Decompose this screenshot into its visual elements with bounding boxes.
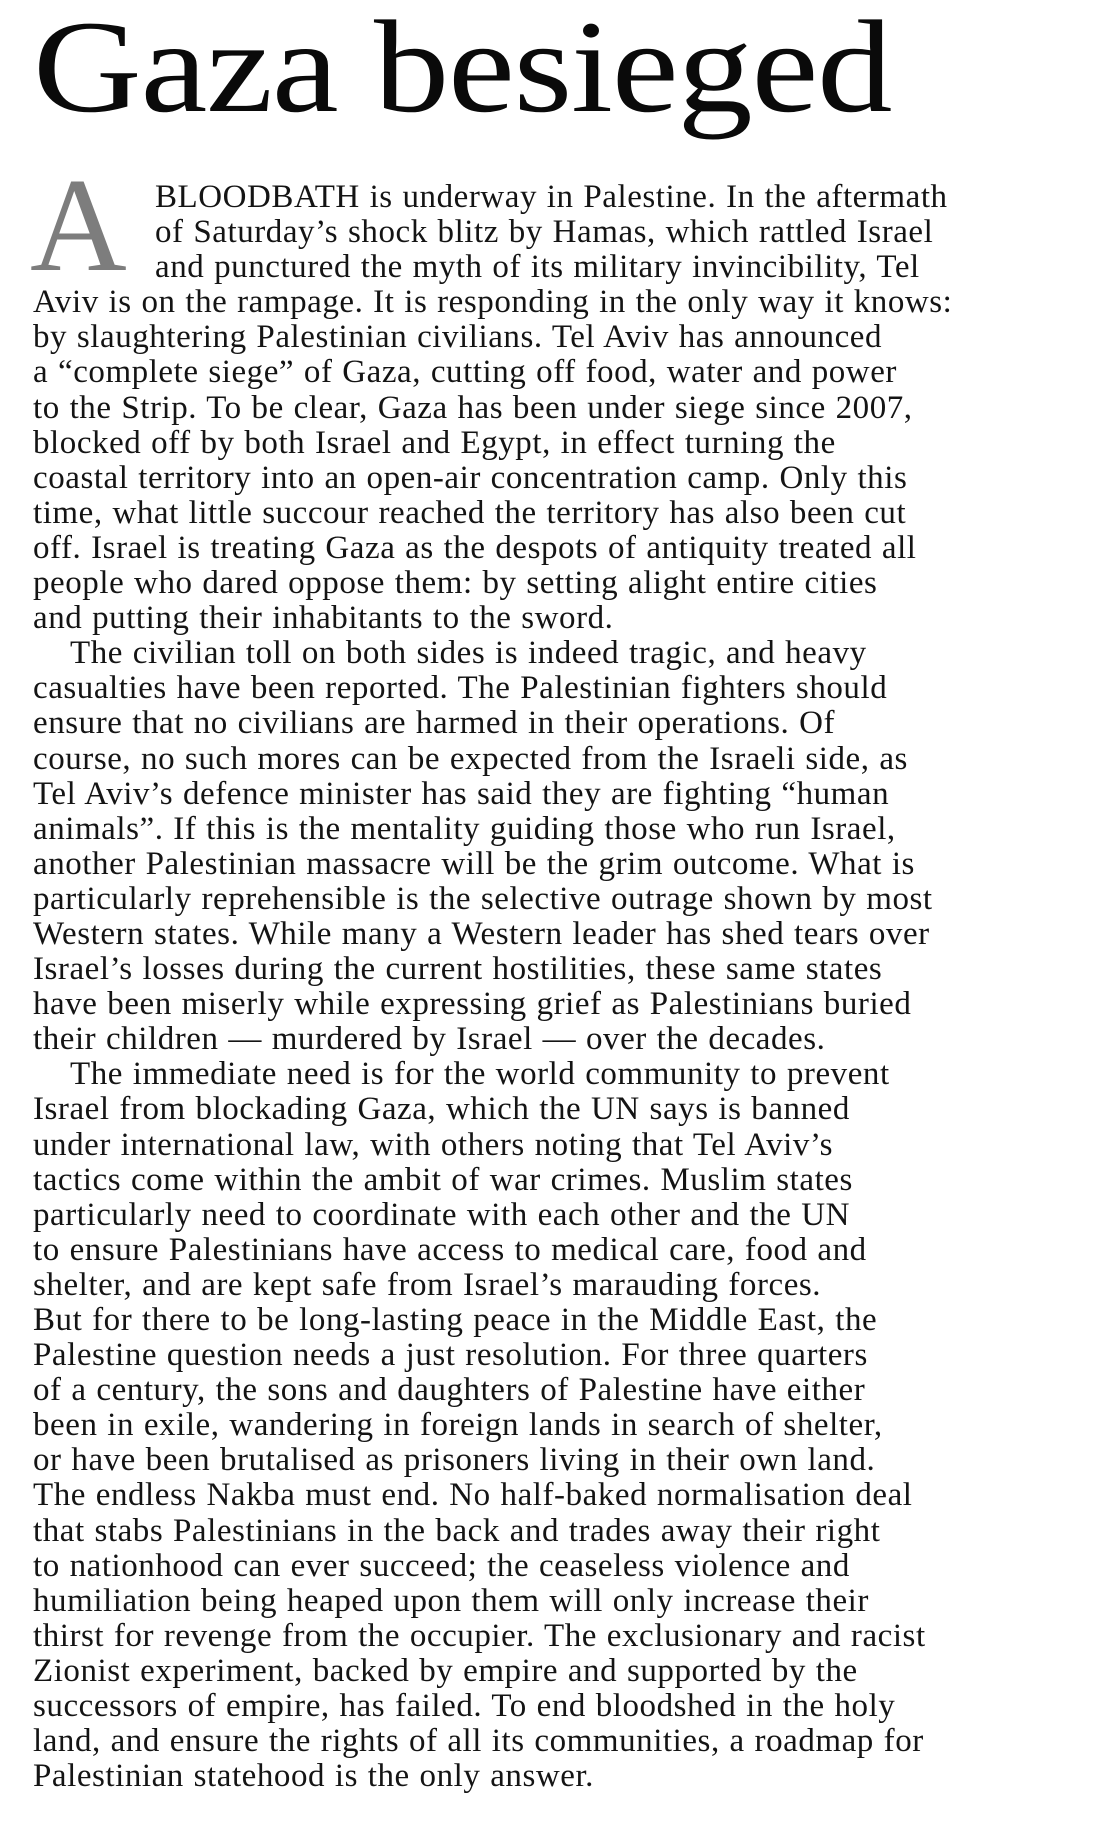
text-line: to ensure Palestinians have access to medical care, food and [33,1231,867,1268]
text-line: animals”. If this is the mentality guiding those who run Israel, [33,810,896,847]
text-line: tactics come within the ambit of war crimes. Muslim states [33,1161,853,1198]
text-line: shelter, and are kept safe from Israel’s marauding forces. [33,1266,822,1303]
text-line: coastal territory into an open-air concentration camp. Only this [33,459,908,496]
text-line: successors of empire, has failed. To end bloodshed in the holy [33,1688,896,1725]
text-line: by slaughtering Palestinian civilians. Tel Aviv has announced [33,319,883,356]
text-line: Palestine question needs a just resolution. For three quarters [33,1337,868,1374]
text-line: The endless Nakba must end. No half-baked normalisation deal [33,1477,913,1514]
text-line: or have been brutalised as prisoners living in their own land. [33,1442,876,1479]
article-body [33,180,1083,1794]
text-line: Palestinian statehood is the only answer. [33,1758,594,1795]
paragraph-2 [33,636,1083,1057]
text-line: particularly need to coordinate with each other and the UN [33,1196,851,1233]
text-line: The immediate need is for the world community to prevent [70,1056,890,1093]
text-line: thirst for revenge from the occupier. The exclusionary and racist [33,1617,926,1654]
text-line: Western states. While many a Western leader has shed tears over [33,915,930,952]
text-line: course, no such mores can be expected from the Israeli side, as [33,740,908,777]
text-line: off. Israel is treating Gaza as the despots of antiquity treated all [33,529,917,566]
text-line: a “complete siege” of Gaza, cutting off food, water and power [33,354,897,391]
text-line: of Saturday’s shock blitz by Hamas, which rattled Israel [155,214,934,251]
headline: Gaza besieged [33,0,892,140]
text-line: under international law, with others noting that Tel Aviv’s [33,1126,834,1163]
text-line: blocked off by both Israel and Egypt, in effect turning the [33,424,836,461]
text-line: The civilian toll on both sides is indeed tragic, and heavy [70,635,867,672]
paragraph-3 [33,1057,1083,1794]
text-line: Israel from blockading Gaza, which the UN says is banned [33,1091,850,1128]
paragraph-1 [33,180,1083,636]
text-line: that stabs Palestinians in the back and trades away their right [33,1512,881,1549]
text-line: people who dared oppose them: by setting alight entire cities [33,565,878,602]
text-line: Israel’s losses during the current hostilities, these same states [33,951,883,988]
text-line: casualties have been reported. The Palestinian fighters should [33,670,888,707]
text-line: another Palestinian massacre will be the grim outcome. What is [33,845,915,882]
text-line: particularly reprehensible is the selective outrage shown by most [33,880,933,917]
text-line: and putting their inhabitants to the sword. [33,600,614,637]
drop-cap: A [30,151,127,299]
text-line: Tel Aviv’s defence minister has said they are fighting “human [33,775,890,812]
text-line: of a century, the sons and daughters of Palestine have either [33,1372,866,1409]
text-line: to nationhood can ever succeed; the ceaseless violence and [33,1547,850,1584]
text-line: humiliation being heaped upon them will only increase their [33,1582,869,1619]
text-line: been in exile, wandering in foreign lands in search of shelter, [33,1407,883,1444]
text-line: time, what little succour reached the territory has also been cut [33,494,907,531]
text-line: Aviv is on the rampage. It is responding in the only way it knows: [33,284,953,321]
text-line: their children — murdered by Israel — over the decades. [33,1021,826,1058]
text-line: land, and ensure the rights of all its communities, a roadmap for [33,1723,924,1760]
text-line: to the Strip. To be clear, Gaza has been under siege since 2007, [33,389,913,426]
text-line: BLOODBATH is underway in Palestine. In the aftermath [155,179,948,215]
text-line: have been miserly while expressing grief as Palestinians buried [33,986,912,1023]
text-line: and punctured the myth of its military invincibility, Tel [155,249,920,286]
text-line: Zionist experiment, backed by empire and supported by the [33,1652,858,1689]
text-line: ensure that no civilians are harmed in their operations. Of [33,705,836,742]
text-line: But for there to be long-lasting peace in the Middle East, the [33,1302,878,1338]
